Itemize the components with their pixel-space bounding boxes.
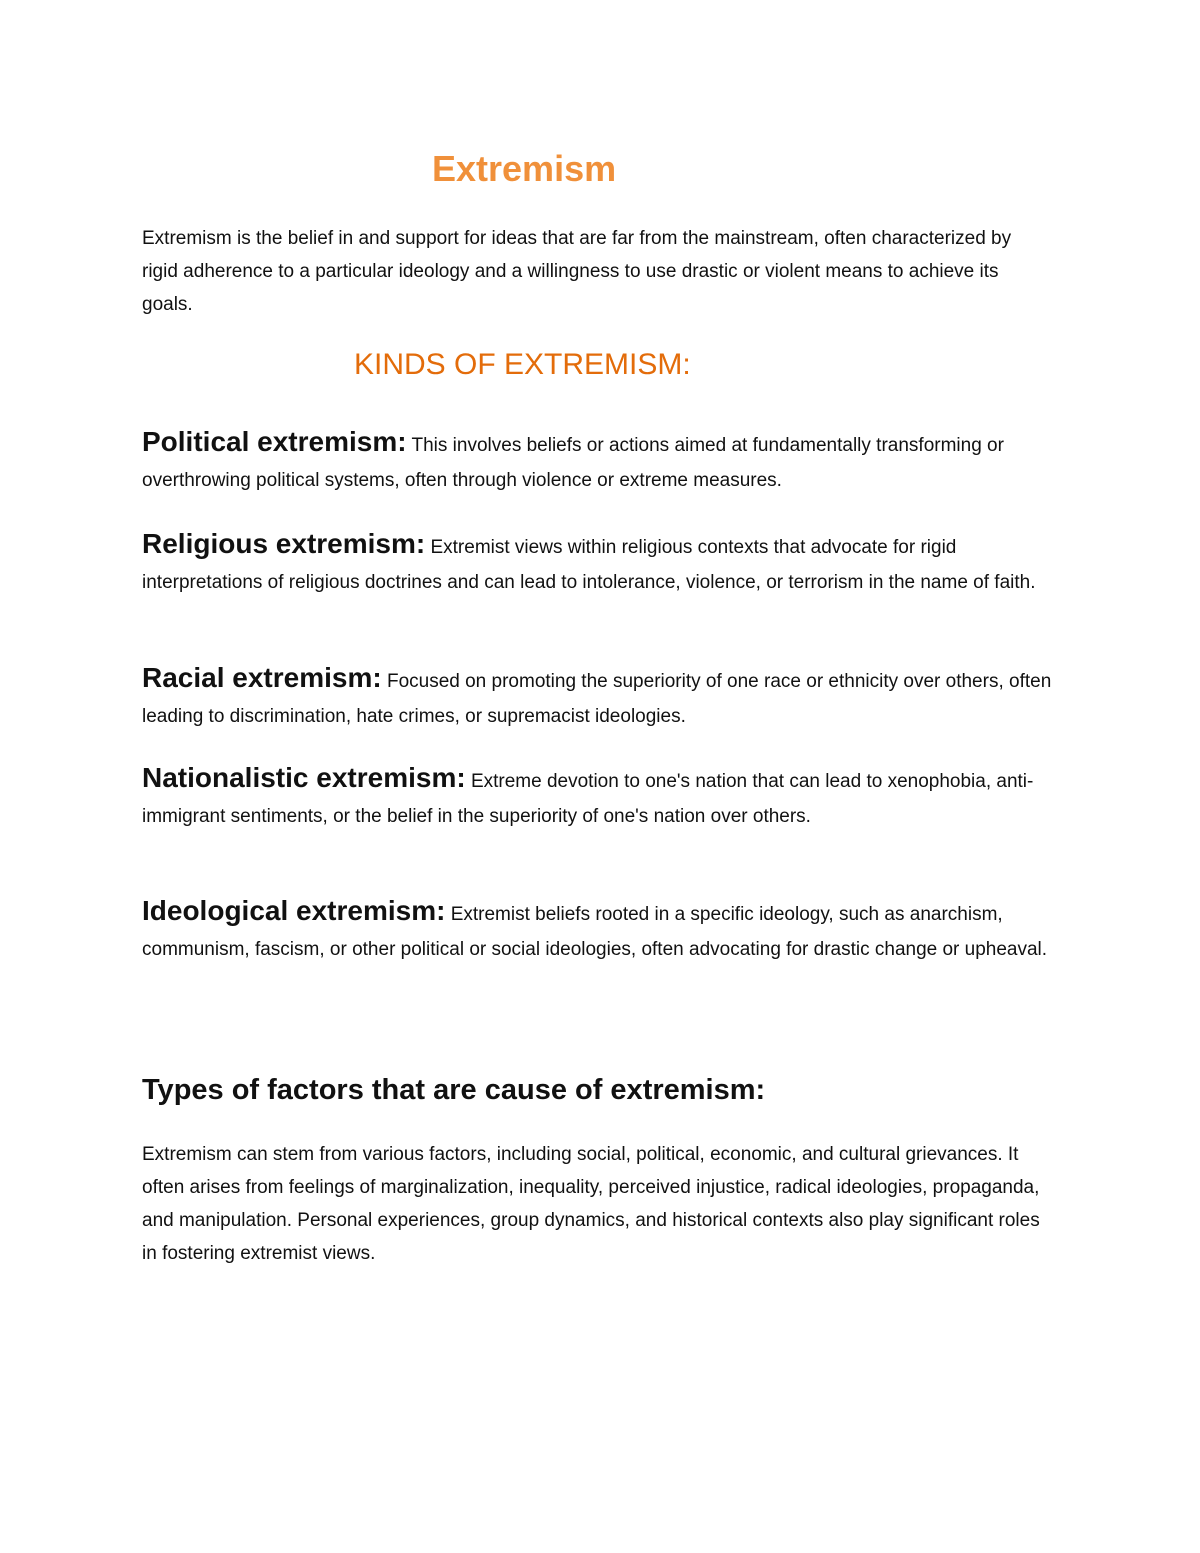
factors-heading: Types of factors that are cause of extremism: — [142, 1074, 766, 1106]
kind-racial — [142, 660, 1057, 734]
kind-nationalistic — [142, 760, 1057, 834]
kind-term: Nationalistic extremism: — [142, 762, 466, 793]
kinds-heading: KINDS OF EXTREMISM: — [354, 348, 691, 381]
kind-religious — [142, 526, 1057, 600]
factors-paragraph: Extremism can stem from various factors, including social, political, economic, and cultural grievances. It often arises from feelings of marginalization, inequality, perceived injustice, radical ideologies, propaganda, and manipulation. Personal experiences, group dynamics, and historical contexts also play significant roles in fostering extremist views. — [142, 1144, 1040, 1264]
kind-term: Ideological extremism: — [142, 895, 446, 926]
kind-term: Religious extremism: — [142, 528, 426, 559]
document-title: Extremism — [432, 148, 617, 189]
kind-description: Extremist views within religious contexts that advocate for rigid interpretations of religious doctrines and can lead to intolerance, violence, or terrorism in the name of faith. — [142, 537, 1036, 593]
kind-political — [142, 424, 1057, 498]
kind-description: Focused on promoting the superiority of one race or ethnicity over others, often leading to discrimination, hate crimes, or supremacist ideologies. — [142, 671, 1052, 727]
kind-term: Political extremism: — [142, 426, 407, 457]
kind-term: Racial extremism: — [142, 662, 382, 693]
kind-description: Extremist beliefs rooted in a specific ideology, such as anarchism, communism, fascism, or other political or social ideologies, often advocating for drastic change or upheaval. — [142, 904, 1048, 960]
kind-ideological — [142, 893, 1057, 967]
intro-paragraph: Extremism is the belief in and support for ideas that are far from the mainstream, often characterized by rigid adherence to a particular ideology and a willingness to use drastic or violent means to achieve its goals. — [142, 228, 1012, 315]
kind-description: This involves beliefs or actions aimed at fundamentally transforming or overthrowing political systems, often through violence or extreme measures. — [142, 435, 1004, 491]
kind-description: Extreme devotion to one's nation that can lead to xenophobia, anti-immigrant sentiments, or the belief in the superiority of one's nation over others. — [142, 771, 1034, 827]
